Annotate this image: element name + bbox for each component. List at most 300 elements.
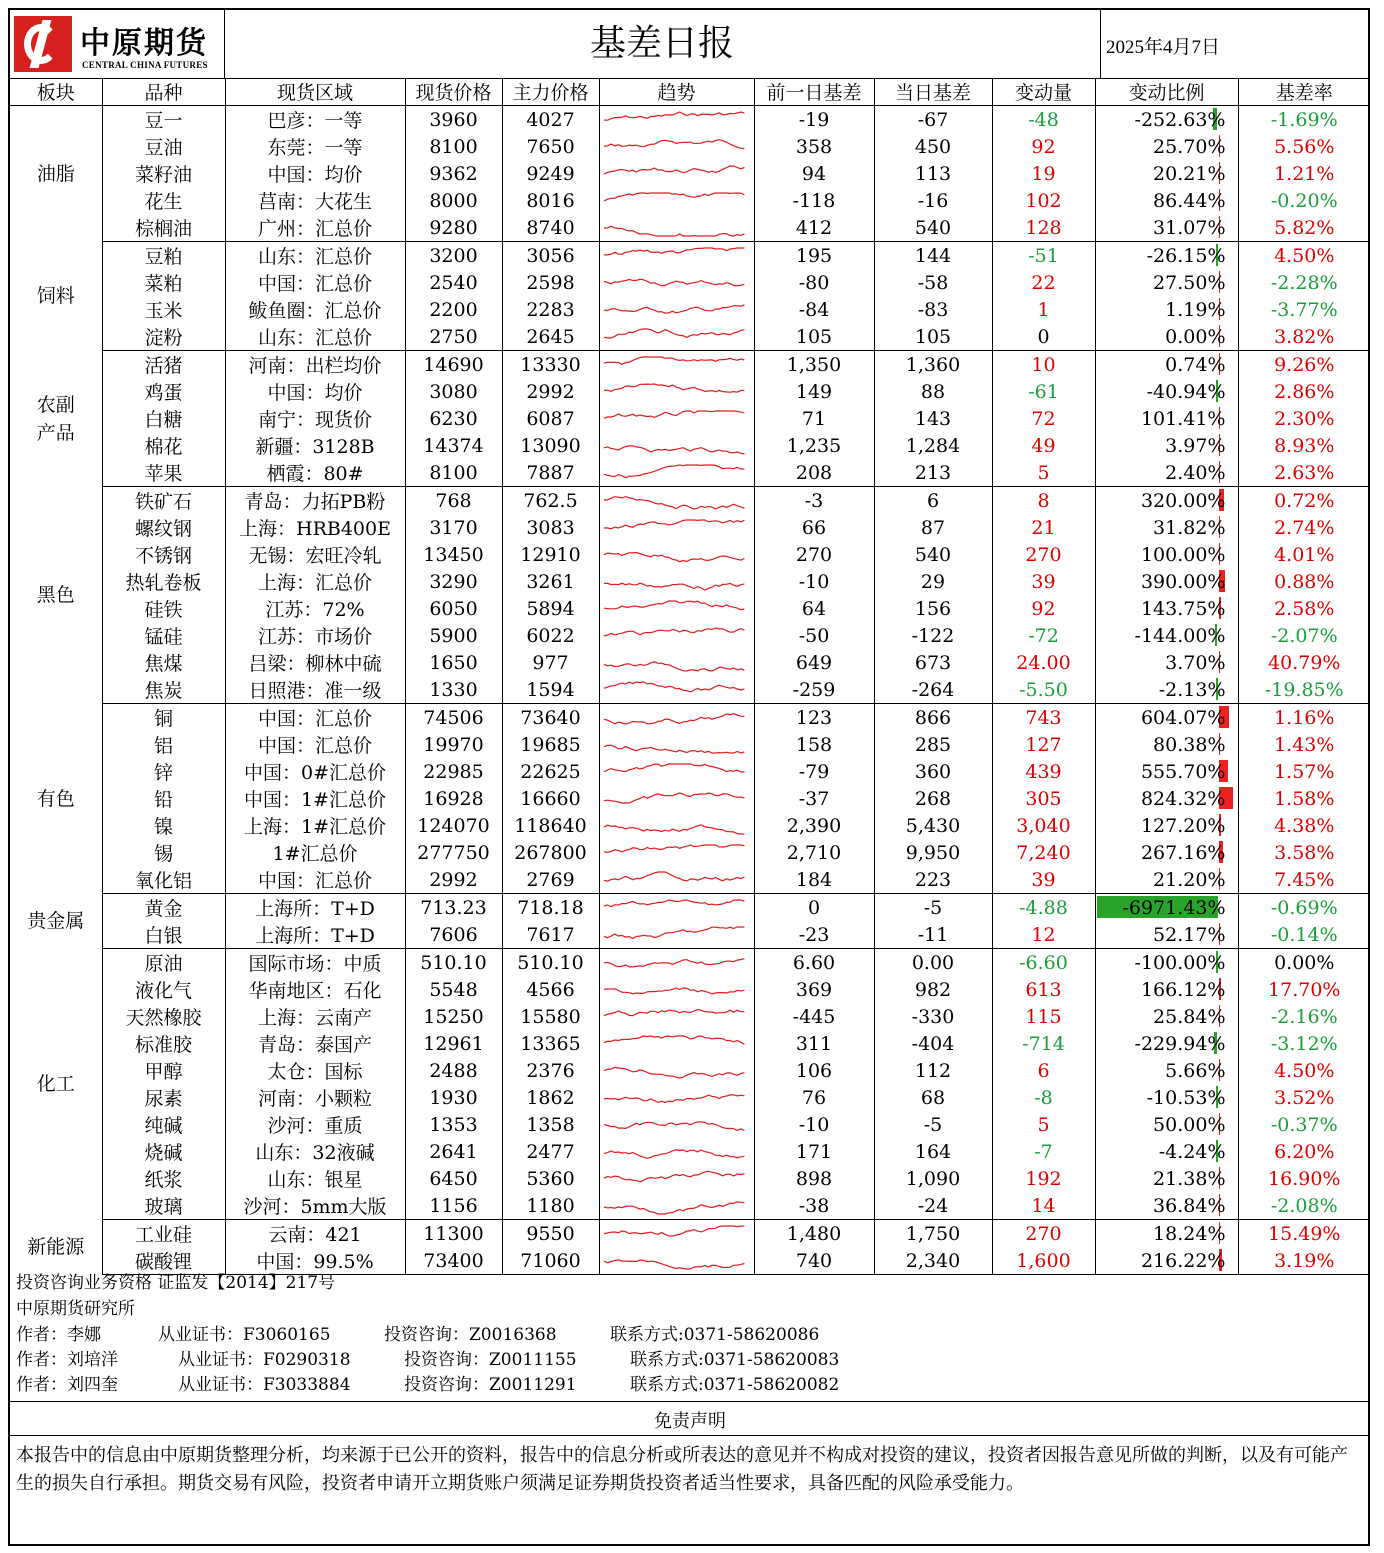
- variety-cell: 螺纹钢: [134, 518, 192, 540]
- variety-cell: 黄金: [144, 898, 183, 920]
- change-ratio-cell: [1095, 160, 1238, 187]
- qualification-text: 投资咨询业务资格 证监发【2014】217号: [16, 1273, 336, 1293]
- table-row: [10, 758, 1370, 785]
- sector-cell: 油脂: [10, 106, 102, 242]
- header-main-price: 主力价格: [502, 78, 599, 106]
- basis-rate-cell: 4.50%: [1238, 242, 1370, 270]
- change-ratio-value: 86.44%: [1153, 189, 1226, 212]
- trend-sparkline: [599, 133, 754, 160]
- spot-region-cell: 河南：出栏均价: [225, 351, 405, 379]
- trend-sparkline-icon: [600, 624, 750, 648]
- trend-sparkline: [599, 459, 754, 487]
- change-ratio-cell: [1095, 758, 1238, 785]
- change-cell: 0: [992, 323, 1095, 351]
- prev-basis-cell: 898: [754, 1165, 874, 1192]
- change-ratio-value: 25.84%: [1153, 1005, 1226, 1028]
- cur-basis-cell: 0.00: [874, 949, 992, 977]
- trend-sparkline-icon: [600, 407, 750, 431]
- spot-region-cell: 中国：99.5%: [225, 1247, 405, 1275]
- prev-basis-cell: 2,710: [754, 839, 874, 866]
- change-cell: 5: [992, 459, 1095, 487]
- cur-basis-cell: 156: [874, 595, 992, 622]
- trend-sparkline: [599, 1138, 754, 1165]
- change-ratio-value: 0.00%: [1165, 325, 1226, 348]
- main-price-cell: 718.18: [502, 894, 599, 922]
- trend-sparkline-icon: [600, 1222, 750, 1246]
- variety-cell: 甲醇: [144, 1061, 183, 1083]
- main-price-cell: 6087: [502, 405, 599, 432]
- prev-basis-cell: 311: [754, 1030, 874, 1057]
- basis-rate-cell: 6.20%: [1238, 1138, 1370, 1165]
- change-cell: -51: [992, 242, 1095, 270]
- change-ratio-cell: [1095, 894, 1238, 922]
- change-ratio-value: 555.70%: [1140, 760, 1226, 783]
- basis-rate-cell: -2.16%: [1238, 1003, 1370, 1030]
- trend-sparkline-icon: [600, 1113, 750, 1137]
- table-row: [10, 812, 1370, 839]
- trend-sparkline: [599, 976, 754, 1003]
- table-row: [10, 1111, 1370, 1138]
- change-cell: 1,600: [992, 1247, 1095, 1275]
- spot-price-cell: 3960: [405, 106, 502, 134]
- cur-basis-cell: 673: [874, 649, 992, 676]
- basis-rate-cell: 8.93%: [1238, 432, 1370, 459]
- trend-sparkline: [599, 676, 754, 704]
- basis-rate-cell: 5.82%: [1238, 214, 1370, 242]
- prev-basis-cell: 66: [754, 514, 874, 541]
- cur-basis-cell: 982: [874, 976, 992, 1003]
- author-cert: 从业证书：F3033884: [178, 1375, 351, 1395]
- variety-cell: 苹果: [102, 459, 225, 487]
- spot-region-cell: 沙河：5mm大版: [225, 1192, 405, 1220]
- spot-price-cell: 6230: [405, 405, 502, 432]
- table-row: [10, 378, 1370, 405]
- change-cell: 439: [992, 758, 1095, 785]
- change-cell: 305: [992, 785, 1095, 812]
- author-consult: 投资咨询：Z0011155: [404, 1350, 577, 1370]
- table-row: [10, 459, 1370, 487]
- prev-basis-cell: 358: [754, 133, 874, 160]
- trend-sparkline: [599, 704, 754, 732]
- main-price-cell: 16660: [502, 785, 599, 812]
- trend-sparkline-icon: [600, 678, 750, 702]
- change-ratio-value: 25.70%: [1153, 135, 1226, 158]
- author-contact: 联系方式:0371-58620083: [630, 1350, 840, 1370]
- trend-sparkline: [599, 514, 754, 541]
- change-cell: 7,240: [992, 839, 1095, 866]
- change-cell: -7: [992, 1138, 1095, 1165]
- trend-sparkline: [599, 1003, 754, 1030]
- change-ratio-value: -4.24%: [1158, 1140, 1226, 1163]
- basis-rate-cell: -2.08%: [1238, 1192, 1370, 1220]
- change-ratio-value: 21.20%: [1153, 868, 1226, 891]
- main-price-cell: 9550: [502, 1220, 599, 1248]
- sector-cell: 化工: [10, 949, 102, 1220]
- cur-basis-cell: 2,340: [874, 1247, 992, 1275]
- variety-cell: 锰硅: [144, 626, 183, 648]
- spot-region-cell: 太仓：国标: [225, 1057, 405, 1084]
- header-basis-rate: 基差率: [1238, 78, 1370, 106]
- change-cell: 8: [992, 487, 1095, 515]
- change-cell: 24.00: [992, 649, 1095, 676]
- trend-sparkline-icon: [600, 923, 750, 947]
- trend-sparkline: [599, 242, 754, 270]
- change-ratio-cell: [1095, 866, 1238, 894]
- main-price-cell: 6022: [502, 622, 599, 649]
- change-cell: 22: [992, 269, 1095, 296]
- prev-basis-cell: 71: [754, 405, 874, 432]
- header-variety: 品种: [102, 78, 225, 106]
- spot-region-cell: 山东：银星: [225, 1165, 405, 1192]
- change-ratio-cell: [1095, 242, 1238, 270]
- main-price-cell: 7617: [502, 921, 599, 949]
- change-ratio-cell: [1095, 106, 1238, 134]
- spot-price-cell: 2488: [405, 1057, 502, 1084]
- change-cell: 127: [992, 731, 1095, 758]
- variety-cell: 菜籽油: [134, 164, 192, 186]
- spot-region-cell: 青岛：泰国产: [225, 1030, 405, 1057]
- spot-region-cell: 中国：汇总价: [225, 731, 405, 758]
- cur-basis-cell: 213: [874, 459, 992, 487]
- change-cell: 19: [992, 160, 1095, 187]
- table-row: [10, 432, 1370, 459]
- change-ratio-value: 166.12%: [1140, 978, 1226, 1001]
- trend-sparkline: [599, 949, 754, 977]
- trend-sparkline: [599, 487, 754, 515]
- cur-basis-cell: 6: [874, 487, 992, 515]
- variety-cell: 鸡蛋: [144, 382, 183, 404]
- spot-price-cell: 1353: [405, 1111, 502, 1138]
- cur-basis-cell: -5: [874, 894, 992, 922]
- basis-rate-cell: 16.90%: [1238, 1165, 1370, 1192]
- header-change: 变动量: [992, 78, 1095, 106]
- author-contact: 联系方式:0371-58620086: [610, 1325, 820, 1345]
- change-ratio-cell: [1095, 432, 1238, 459]
- change-ratio-cell: [1095, 839, 1238, 866]
- change-ratio-cell: [1095, 1192, 1238, 1220]
- change-ratio-cell: [1095, 1138, 1238, 1165]
- author-name: 作者：李娜: [16, 1325, 101, 1345]
- spot-price-cell: 12961: [405, 1030, 502, 1057]
- prev-basis-cell: -79: [754, 758, 874, 785]
- spot-price-cell: 2750: [405, 323, 502, 351]
- basis-rate-cell: 4.38%: [1238, 812, 1370, 839]
- spot-region-cell: 云南：421: [225, 1220, 405, 1248]
- basis-rate-cell: -2.28%: [1238, 269, 1370, 296]
- prev-basis-cell: 158: [754, 731, 874, 758]
- table-row: [10, 866, 1370, 894]
- spot-price-cell: 9280: [405, 214, 502, 242]
- author-consult: 投资咨询：Z0016368: [384, 1325, 557, 1345]
- trend-sparkline-icon: [600, 651, 750, 675]
- spot-price-cell: 14690: [405, 351, 502, 379]
- trend-sparkline: [599, 921, 754, 949]
- spot-price-cell: 16928: [405, 785, 502, 812]
- variety-cell: 铜: [153, 708, 173, 730]
- prev-basis-cell: -10: [754, 568, 874, 595]
- sector-cell: 饲料: [10, 242, 102, 351]
- spot-price-cell: 11300: [405, 1220, 502, 1248]
- basis-rate-cell: 17.70%: [1238, 976, 1370, 1003]
- change-cell: -72: [992, 622, 1095, 649]
- prev-basis-cell: 0: [754, 894, 874, 922]
- author-name: 作者：刘培洋: [16, 1350, 118, 1370]
- basis-rate-cell: 4.50%: [1238, 1057, 1370, 1084]
- change-ratio-cell: [1095, 731, 1238, 758]
- trend-sparkline-icon: [600, 1140, 750, 1164]
- change-ratio-value: 18.24%: [1153, 1222, 1226, 1245]
- prev-basis-cell: 1,480: [754, 1220, 874, 1248]
- variety-cell: 碳酸锂: [102, 1247, 225, 1275]
- table-row: [10, 1057, 1370, 1084]
- spot-region-cell: 中国：汇总价: [225, 704, 405, 732]
- spot-price-cell: 5900: [405, 622, 502, 649]
- change-ratio-value: 127.20%: [1140, 814, 1226, 837]
- main-price-cell: 2477: [502, 1138, 599, 1165]
- change-ratio-cell: [1095, 214, 1238, 242]
- variety-cell: 锌: [153, 762, 173, 784]
- logo-mark-icon: [14, 16, 72, 72]
- table-row: [10, 622, 1370, 649]
- variety-cell: 花生: [144, 191, 183, 213]
- variety-cell: 原油: [144, 953, 183, 975]
- basis-rate-cell: -0.14%: [1238, 921, 1370, 949]
- change-ratio-cell: [1095, 568, 1238, 595]
- cur-basis-cell: -11: [874, 921, 992, 949]
- author-name: 作者：刘四奎: [16, 1375, 118, 1395]
- table-row: [10, 351, 1370, 379]
- author-cert: 从业证书：F0290318: [178, 1350, 351, 1370]
- basis-rate-cell: 3.82%: [1238, 323, 1370, 351]
- main-price-cell: 2376: [502, 1057, 599, 1084]
- spot-region-cell: 青岛：力拓PB粉: [225, 487, 405, 515]
- trend-sparkline: [599, 187, 754, 214]
- cur-basis-cell: -58: [874, 269, 992, 296]
- trend-sparkline: [599, 432, 754, 459]
- variety-cell: 氧化铝: [102, 866, 225, 894]
- change-ratio-cell: [1095, 1220, 1238, 1248]
- change-ratio-value: 31.82%: [1153, 516, 1226, 539]
- header-sector: 板块: [10, 78, 102, 106]
- disclaimer-text: 本报告中的信息由中原期货整理分析，均来源于已公开的资料，报告中的信息分析或所表达的意见并不构成对投资的建议，投资者因报告意见所做的判断，以及有可能产生的损失自行承担。期货交易有风险，投资者申请开立期货账户须满足证券期货投资者适当性要求，具备匹配的风险承受能力。: [16, 1445, 1348, 1494]
- spot-price-cell: 13450: [405, 541, 502, 568]
- trend-sparkline: [599, 1165, 754, 1192]
- variety-cell: 锡: [153, 843, 173, 865]
- table-row: [10, 785, 1370, 812]
- spot-price-cell: 3170: [405, 514, 502, 541]
- change-cell: 72: [992, 405, 1095, 432]
- spot-price-cell: 2540: [405, 269, 502, 296]
- cur-basis-cell: -122: [874, 622, 992, 649]
- trend-sparkline: [599, 106, 754, 134]
- trend-sparkline-icon: [600, 951, 750, 975]
- main-price-cell: 2283: [502, 296, 599, 323]
- change-ratio-value: -26.15%: [1146, 244, 1226, 267]
- logo-english-name: CENTRAL CHINA FUTURES: [82, 60, 208, 70]
- author-consult: 投资咨询：Z0011291: [404, 1375, 577, 1395]
- basis-rate-cell: 1.57%: [1238, 758, 1370, 785]
- main-price-cell: 19685: [502, 731, 599, 758]
- table-row: [10, 214, 1370, 242]
- basis-rate-cell: 1.21%: [1238, 160, 1370, 187]
- spot-region-cell: 国际市场：中质: [225, 949, 405, 977]
- main-price-cell: 13330: [502, 351, 599, 379]
- basis-rate-cell: -19.85%: [1238, 676, 1370, 704]
- change-ratio-value: -10.53%: [1146, 1086, 1226, 1109]
- change-cell: 192: [992, 1165, 1095, 1192]
- change-cell: -48: [992, 106, 1095, 134]
- prev-basis-cell: 1,350: [754, 351, 874, 379]
- prev-basis-cell: -84: [754, 296, 874, 323]
- disclaimer-title: 免责声明: [654, 1411, 726, 1432]
- trend-sparkline-icon: [600, 516, 750, 540]
- trend-sparkline: [599, 595, 754, 622]
- prev-basis-cell: -38: [754, 1192, 874, 1220]
- basis-rate-cell: 2.30%: [1238, 405, 1370, 432]
- spot-region-cell: 东莞：一等: [225, 133, 405, 160]
- spot-price-cell: 1156: [405, 1192, 502, 1220]
- spot-region-cell: 江苏：市场价: [225, 622, 405, 649]
- change-cell: 613: [992, 976, 1095, 1003]
- sector-cell: 黑色: [10, 487, 102, 704]
- basis-rate-cell: 1.43%: [1238, 731, 1370, 758]
- report-title: 基差日报: [589, 23, 734, 64]
- table-row: [10, 487, 1370, 515]
- main-price-cell: 15580: [502, 1003, 599, 1030]
- main-price-cell: 1594: [502, 676, 599, 704]
- trend-sparkline-icon: [600, 978, 750, 1002]
- change-ratio-cell: [1095, 595, 1238, 622]
- trend-sparkline-icon: [600, 1032, 750, 1056]
- trend-sparkline-icon: [600, 325, 750, 349]
- trend-sparkline-icon: [600, 1005, 750, 1029]
- trend-sparkline: [599, 1030, 754, 1057]
- table-row: [10, 323, 1370, 351]
- trend-sparkline: [599, 758, 754, 785]
- change-cell: 10: [992, 351, 1095, 379]
- change-ratio-value: 390.00%: [1140, 570, 1226, 593]
- prev-basis-cell: -80: [754, 269, 874, 296]
- cur-basis-cell: 540: [874, 214, 992, 242]
- trend-sparkline-icon: [600, 896, 750, 920]
- change-ratio-value: 21.38%: [1153, 1167, 1226, 1190]
- cur-basis-cell: -16: [874, 187, 992, 214]
- change-cell: 92: [992, 133, 1095, 160]
- variety-cell: 淀粉: [102, 323, 225, 351]
- table-row: [10, 1003, 1370, 1030]
- trend-sparkline: [599, 649, 754, 676]
- change-ratio-value: -40.94%: [1146, 380, 1226, 403]
- change-ratio-cell: [1095, 676, 1238, 704]
- change-cell: -5.50: [992, 676, 1095, 704]
- table-row: [10, 133, 1370, 160]
- main-price-cell: 2992: [502, 378, 599, 405]
- basis-rate-cell: -3.12%: [1238, 1030, 1370, 1057]
- cur-basis-cell: 88: [874, 378, 992, 405]
- table-row: [10, 1165, 1370, 1192]
- sector-cell: 有色: [10, 704, 102, 894]
- spot-region-cell: 江苏：72%: [225, 595, 405, 622]
- trend-sparkline-icon: [600, 380, 750, 404]
- table-row: [10, 1192, 1370, 1220]
- spot-price-cell: 73400: [405, 1247, 502, 1275]
- cur-basis-cell: 112: [874, 1057, 992, 1084]
- change-ratio-cell: [1095, 133, 1238, 160]
- change-ratio-cell: [1095, 541, 1238, 568]
- table-row: [10, 405, 1370, 432]
- spot-region-cell: 上海：云南产: [225, 1003, 405, 1030]
- basis-rate-cell: 2.74%: [1238, 514, 1370, 541]
- main-price-cell: 5360: [502, 1165, 599, 1192]
- trend-sparkline: [599, 785, 754, 812]
- prev-basis-cell: -10: [754, 1111, 874, 1138]
- table-row: [10, 296, 1370, 323]
- prev-basis-cell: 270: [754, 541, 874, 568]
- variety-cell: 工业硅: [134, 1224, 192, 1246]
- trend-sparkline: [599, 378, 754, 405]
- trend-sparkline: [599, 1247, 754, 1275]
- trend-sparkline: [599, 812, 754, 839]
- basis-rate-cell: -0.69%: [1238, 894, 1370, 922]
- variety-cell: 不锈钢: [134, 545, 192, 567]
- trend-sparkline: [599, 622, 754, 649]
- spot-price-cell: 19970: [405, 731, 502, 758]
- spot-region-cell: 上海：1#汇总价: [225, 812, 405, 839]
- change-ratio-cell: [1095, 622, 1238, 649]
- basis-rate-cell: 4.01%: [1238, 541, 1370, 568]
- prev-basis-cell: -23: [754, 921, 874, 949]
- variety-cell: 纯碱: [144, 1115, 183, 1137]
- header-prev-basis: 前一日基差: [754, 78, 874, 106]
- main-price-cell: 71060: [502, 1247, 599, 1275]
- main-price-cell: 5894: [502, 595, 599, 622]
- trend-sparkline-icon: [600, 1086, 750, 1110]
- spot-region-cell: 巴彦：一等: [225, 106, 405, 134]
- variety-cell: 镍: [153, 816, 173, 838]
- change-ratio-value: -2.13%: [1158, 678, 1226, 701]
- main-price-cell: 7650: [502, 133, 599, 160]
- trend-sparkline: [599, 1111, 754, 1138]
- spot-price-cell: 14374: [405, 432, 502, 459]
- spot-region-cell: 中国：0#汇总价: [225, 758, 405, 785]
- change-ratio-value: 216.22%: [1140, 1249, 1226, 1272]
- header-change-ratio: 变动比例: [1095, 78, 1238, 106]
- cur-basis-cell: 268: [874, 785, 992, 812]
- trend-sparkline: [599, 839, 754, 866]
- sector-cell: 贵金属: [10, 894, 102, 949]
- sector-cell: 农副 产品: [10, 351, 102, 487]
- author-contact: 联系方式:0371-58620082: [630, 1375, 840, 1395]
- basis-rate-cell: 40.79%: [1238, 649, 1370, 676]
- variety-cell: 棉花: [144, 436, 183, 458]
- change-ratio-value: -100.00%: [1134, 951, 1226, 974]
- change-ratio-cell: [1095, 459, 1238, 487]
- table-row: [10, 894, 1370, 922]
- variety-cell: 铝: [153, 735, 173, 757]
- spot-price-cell: 8100: [405, 133, 502, 160]
- prev-basis-cell: 94: [754, 160, 874, 187]
- spot-price-cell: 713.23: [405, 894, 502, 922]
- change-ratio-cell: [1095, 949, 1238, 977]
- report-date: 2025年4月7日: [1106, 37, 1221, 58]
- basis-rate-cell: 2.58%: [1238, 595, 1370, 622]
- basis-rate-cell: 9.26%: [1238, 351, 1370, 379]
- institute-name: 中原期货研究所: [16, 1299, 135, 1319]
- table-row: [10, 541, 1370, 568]
- change-cell: 128: [992, 214, 1095, 242]
- trend-sparkline: [599, 269, 754, 296]
- trend-sparkline-icon: [600, 135, 750, 159]
